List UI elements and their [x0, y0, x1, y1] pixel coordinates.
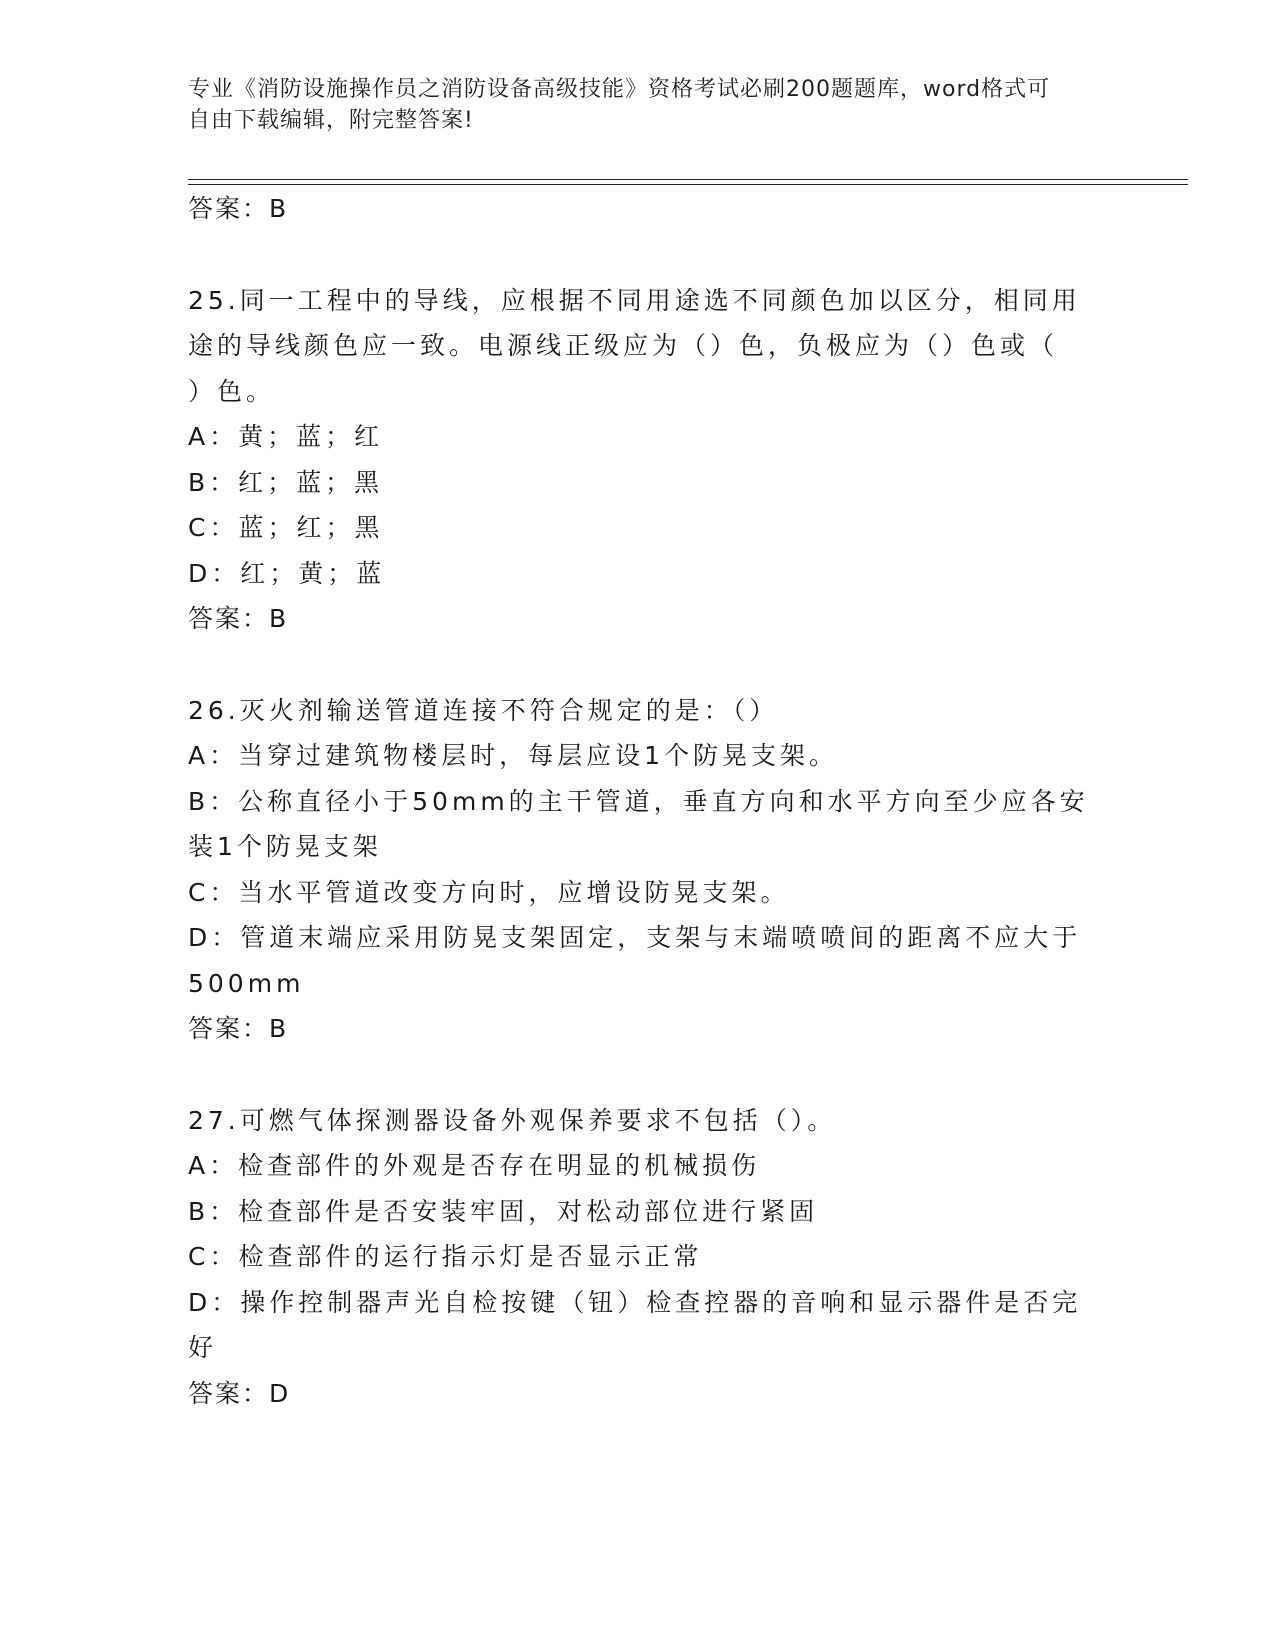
option-d-continued: 好: [188, 1333, 218, 1362]
header-rule-bottom: [188, 184, 1188, 185]
header-text: 专业《消防设施操作员之消防设备高级技能》资格考试必刷200题题库，word格式可自由下载编辑，附完整答案!: [188, 77, 1051, 133]
answer-line: 答案：D: [188, 1378, 291, 1408]
option-a: A：黄；蓝；红: [188, 422, 384, 451]
option-d: D：管道末端应采用防晃支架固定，支架与末端喷喷间的距离不应大于: [188, 923, 1082, 952]
spacer: [188, 642, 1088, 688]
question-block-27: [188, 1098, 1088, 1417]
spacer: [188, 232, 1088, 278]
question-text-line: 25.同一工程中的导线，应根据不同用途选不同颜色加以区分，相同用: [188, 285, 1081, 315]
option-c: C：当水平管道改变方向时，应增设防晃支架。: [188, 877, 790, 907]
question-text-line: 途的导线颜色应一致。电源线正级应为（）色，负极应为（）色或（: [188, 331, 1059, 360]
answer-block: [188, 186, 1088, 232]
option-c: C：蓝；红；黑: [188, 513, 384, 542]
spacer: [188, 1052, 1088, 1098]
option-c: C：检查部件的运行指示灯是否显示正常: [188, 1242, 703, 1271]
answer-line: 答案：B: [188, 1014, 289, 1043]
page-header: [188, 74, 1068, 136]
question-list: [188, 186, 1088, 1416]
option-d: D：红；黄；蓝: [188, 558, 386, 588]
option-b: B：检查部件是否安装牢固，对松动部位进行紧固: [188, 1196, 819, 1226]
option-d-continued: 500mm: [188, 968, 305, 998]
option-b: B：红；蓝；黑: [188, 467, 384, 497]
question-text-line: 26.灭火剂输送管道连接不符合规定的是：（）: [188, 695, 779, 725]
option-b: B：公称直径小于50mm的主干管道，垂直方向和水平方向至少应各安: [188, 786, 1089, 816]
option-b-continued: 装1个防晃支架: [188, 832, 382, 861]
question-text-line: 27.可燃气体探测器设备外观保养要求不包括（）。: [188, 1105, 837, 1135]
question-block-26: [188, 688, 1088, 1052]
answer-line: 答案：B: [188, 604, 289, 633]
option-d: D：操作控制器声光自检按键（钮）检查控器的音响和显示器件是否完: [188, 1287, 1082, 1317]
option-a: A：当穿过建筑物楼层时，每层应设1个防晃支架。: [188, 741, 839, 770]
header-rule-top: [188, 179, 1188, 180]
question-text-line: ）色。: [188, 376, 276, 406]
option-a: A：检查部件的外观是否存在明显的机械损伤: [188, 1151, 761, 1180]
question-block-25: [188, 278, 1088, 642]
answer-line: 答案：B: [188, 194, 289, 223]
